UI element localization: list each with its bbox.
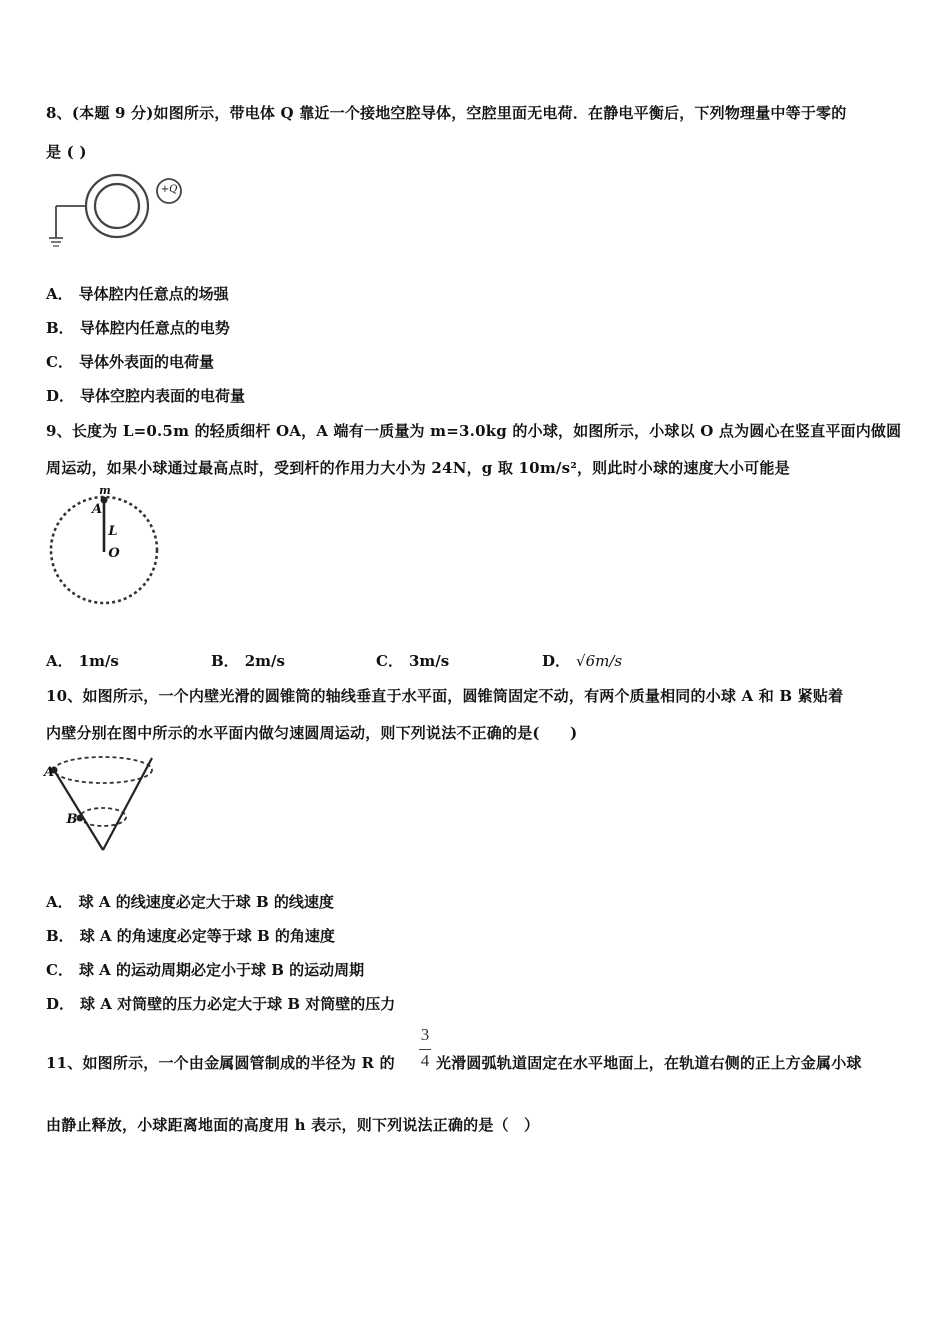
q9-label-l: L xyxy=(108,524,118,539)
q10-option-c: C． 球 A 的运动周期必定小于球 B 的运动周期 xyxy=(46,961,365,979)
q10-option-a: A． 球 A 的线速度必定大于球 B 的线速度 xyxy=(46,893,334,911)
q10-option-d: D． 球 A 对筒壁的压力必定大于球 B 对筒壁的压力 xyxy=(46,995,396,1013)
q9-label-a: A xyxy=(91,502,103,517)
q9-option-a: A． 1m/s xyxy=(46,652,119,670)
q10-stem-line1: 10、如图所示，一个内壁光滑的圆锥筒的轴线垂直于水平面，圆锥筒固定不动，有两个质量相同的小球 A 和 B 紧贴着 xyxy=(46,687,844,705)
q10-label-b: B xyxy=(66,812,78,827)
q10-stem-line2: 内壁分别在图中所示的水平面内做匀速圆周运动，则下列说法不正确的是( ) xyxy=(46,724,578,742)
q9-option-b: B． 2m/s xyxy=(211,652,285,670)
q9-stem-line1: 9、长度为 L=0.5m 的轻质细杆 OA，A 端有一质量为 m=3.0kg 的小球，如图所示，小球以 O 点为圆心在竖直平面内做圆 xyxy=(46,422,902,440)
q11-fraction-bar xyxy=(419,1049,431,1050)
q8-option-c: C． 导体外表面的电荷量 xyxy=(46,353,214,371)
q11-stem-line1-rest: 光滑圆弧轨道固定在水平地面上，在轨道右侧的正上方金属小球 xyxy=(436,1054,862,1072)
q8-charge-label: +Q xyxy=(160,184,178,195)
q9-figure-rod-circle xyxy=(46,488,166,613)
q11-fraction-numerator: 3 xyxy=(420,1025,430,1044)
q8-option-b: B． 导体腔内任意点的电势 xyxy=(46,319,230,337)
q9-option-d: D． √6m/s xyxy=(542,652,623,670)
q8-figure-grounded-conductor xyxy=(46,170,196,255)
q9-label-m: m xyxy=(99,484,111,497)
q11-stem-line2: 由静止释放，小球距离地面的高度用 h 表示，则下列说法正确的是（ ） xyxy=(46,1116,540,1134)
q10-option-b: B． 球 A 的角速度必定等于球 B 的角速度 xyxy=(46,927,335,945)
q9-stem-line2: 周运动，如果小球通过最高点时，受到杆的作用力大小为 24N，g 取 10m/s²，则此时小球的速度大小可能是 xyxy=(46,459,790,477)
q11-stem-line1: 11、如图所示，一个由金属圆管制成的半径为 R 的 xyxy=(46,1054,395,1072)
q8-stem-line2: 是 ( ) xyxy=(46,143,87,161)
q9-option-c: C． 3m/s xyxy=(376,652,450,670)
q8-stem-line1: 8、(本题 9 分)如图所示，带电体 Q 靠近一个接地空腔导体，空腔里面无电荷．在静电平衡后，下列物理量中等于零的 xyxy=(46,104,847,122)
q9-label-o: O xyxy=(108,546,120,561)
q8-option-d: D． 导体空腔内表面的电荷量 xyxy=(46,387,246,405)
q10-label-a: A xyxy=(43,765,55,780)
q8-option-a: A． 导体腔内任意点的场强 xyxy=(46,285,229,303)
q10-figure-cone xyxy=(46,752,161,857)
q11-fraction-denominator: 4 xyxy=(420,1051,430,1070)
